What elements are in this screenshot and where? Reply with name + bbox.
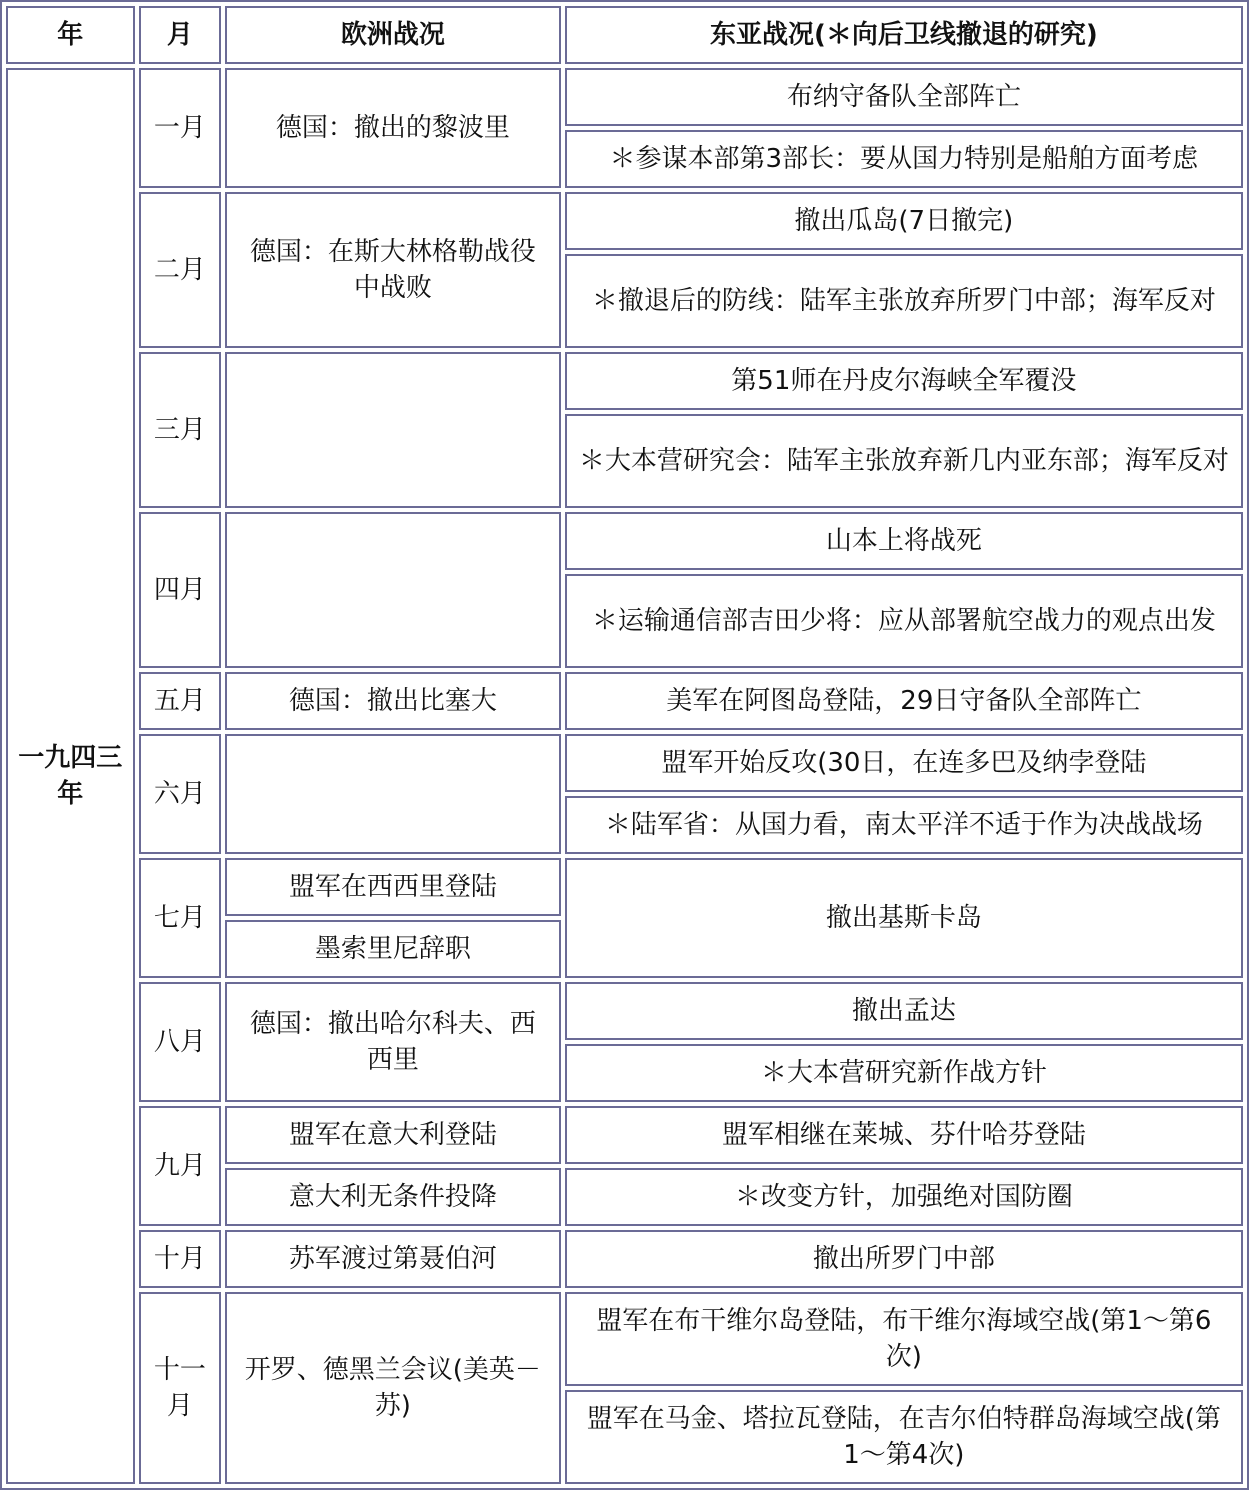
asia-cell: 盟军在布干维尔岛登陆，布干维尔海域空战(第1～第6次) <box>565 1292 1243 1386</box>
asia-cell: 布纳守备队全部阵亡 <box>565 68 1243 126</box>
year-cell: 一九四三年 <box>6 68 135 1484</box>
europe-cell: 苏军渡过第聂伯河 <box>225 1230 561 1288</box>
asia-cell: 山本上将战死 <box>565 512 1243 570</box>
month-cell: 八月 <box>139 982 221 1102</box>
month-cell: 七月 <box>139 858 221 978</box>
asia-cell: ＊撤退后的防线：陆军主张放弃所罗门中部；海军反对 <box>565 254 1243 348</box>
europe-cell <box>225 512 561 668</box>
month-cell: 五月 <box>139 672 221 730</box>
asia-cell: 撤出瓜岛(7日撤完) <box>565 192 1243 250</box>
month-cell: 二月 <box>139 192 221 348</box>
asia-cell: 美军在阿图岛登陆，29日守备队全部阵亡 <box>565 672 1243 730</box>
europe-cell: 德国：撤出比塞大 <box>225 672 561 730</box>
table-row <box>6 1106 1243 1164</box>
table-row <box>6 982 1243 1040</box>
header-month: 月 <box>139 6 221 64</box>
table-row <box>6 734 1243 792</box>
month-cell: 一月 <box>139 68 221 188</box>
asia-cell: 撤出所罗门中部 <box>565 1230 1243 1288</box>
table-row <box>6 858 1243 916</box>
europe-cell <box>225 352 561 508</box>
header-europe: 欧洲战况 <box>225 6 561 64</box>
header-east-asia: 东亚战况(＊向后卫线撤退的研究) <box>565 6 1243 64</box>
month-cell: 十月 <box>139 1230 221 1288</box>
europe-cell: 开罗、德黑兰会议(美英－苏) <box>225 1292 561 1484</box>
asia-cell: 盟军相继在莱城、芬什哈芬登陆 <box>565 1106 1243 1164</box>
header-row <box>6 6 1243 64</box>
europe-cell: 德国：撤出的黎波里 <box>225 68 561 188</box>
table-row <box>6 1230 1243 1288</box>
europe-cell: 墨索里尼辞职 <box>225 920 561 978</box>
table-row <box>6 68 1243 126</box>
month-cell: 十一月 <box>139 1292 221 1484</box>
month-cell: 九月 <box>139 1106 221 1226</box>
table-row <box>6 672 1243 730</box>
asia-cell: ＊改变方针，加强绝对国防圈 <box>565 1168 1243 1226</box>
europe-cell: 盟军在西西里登陆 <box>225 858 561 916</box>
month-cell: 六月 <box>139 734 221 854</box>
asia-cell: 第51师在丹皮尔海峡全军覆没 <box>565 352 1243 410</box>
month-cell: 四月 <box>139 512 221 668</box>
table-row <box>6 1292 1243 1386</box>
asia-cell: 盟军在马金、塔拉瓦登陆，在吉尔伯特群岛海域空战(第1～第4次) <box>565 1390 1243 1484</box>
asia-cell: 盟军开始反攻(30日，在连多巴及纳孛登陆 <box>565 734 1243 792</box>
asia-cell: ＊大本营研究新作战方针 <box>565 1044 1243 1102</box>
table-row <box>6 352 1243 410</box>
europe-cell: 德国：在斯大林格勒战役中战败 <box>225 192 561 348</box>
asia-cell: ＊大本营研究会：陆军主张放弃新几内亚东部；海军反对 <box>565 414 1243 508</box>
europe-cell: 德国：撤出哈尔科夫、西西里 <box>225 982 561 1102</box>
table-row <box>6 192 1243 250</box>
asia-cell: 撤出孟达 <box>565 982 1243 1040</box>
month-cell: 三月 <box>139 352 221 508</box>
asia-cell: ＊运输通信部吉田少将：应从部署航空战力的观点出发 <box>565 574 1243 668</box>
table-row <box>6 512 1243 570</box>
asia-cell: 撤出基斯卡岛 <box>565 858 1243 978</box>
asia-cell: ＊参谋本部第3部长：要从国力特别是船舶方面考虑 <box>565 130 1243 188</box>
europe-cell <box>225 734 561 854</box>
header-year: 年 <box>6 6 135 64</box>
asia-cell: ＊陆军省：从国力看，南太平洋不适于作为决战战场 <box>565 796 1243 854</box>
europe-cell: 意大利无条件投降 <box>225 1168 561 1226</box>
europe-cell: 盟军在意大利登陆 <box>225 1106 561 1164</box>
